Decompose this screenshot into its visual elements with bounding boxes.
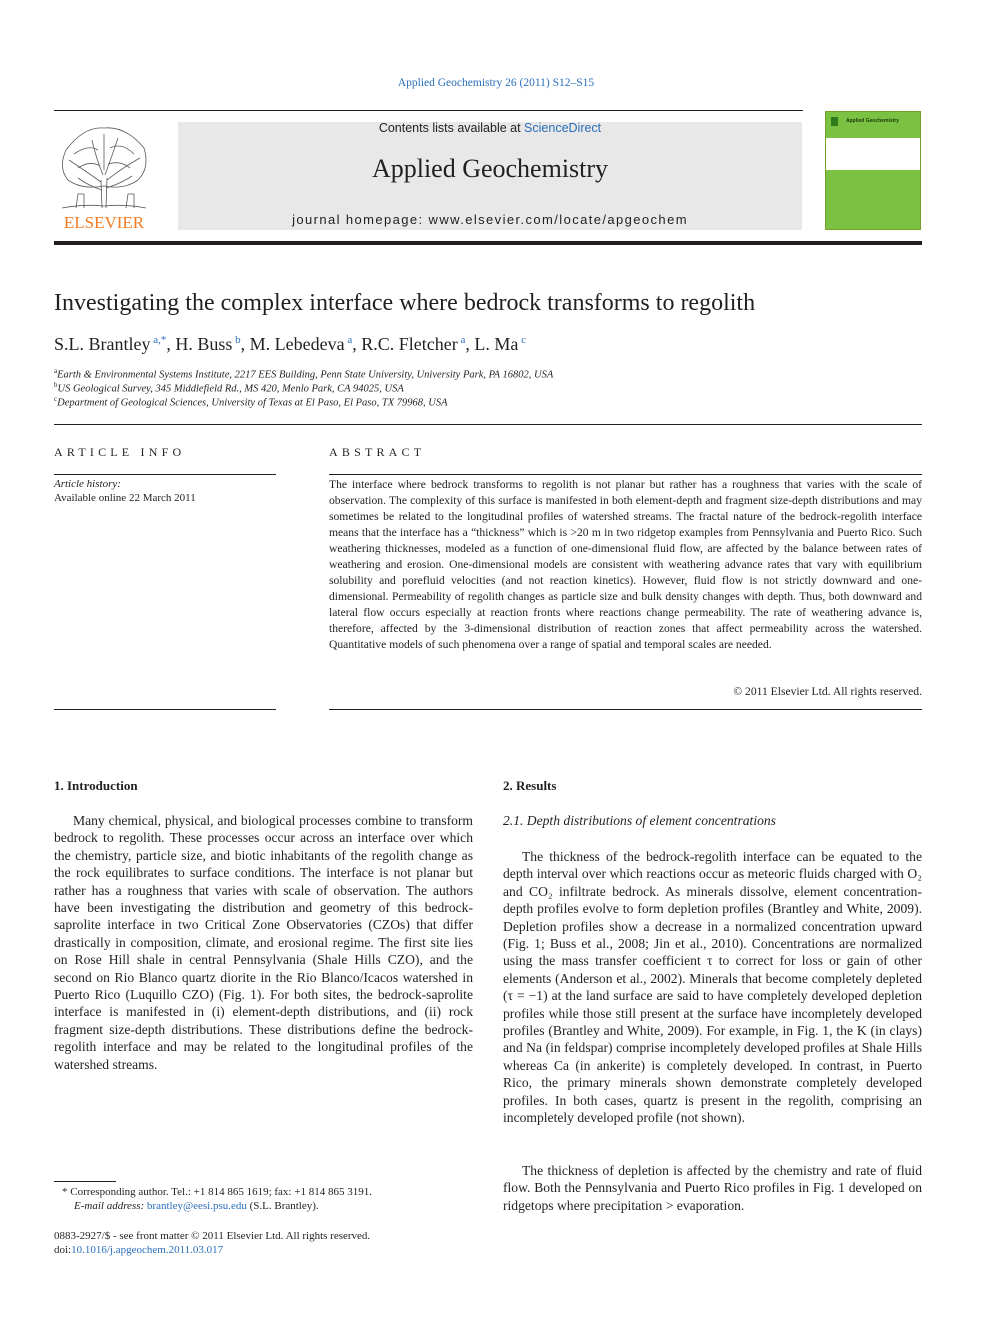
journal-homepage-link[interactable]: journal homepage: www.elsevier.com/locate/apgeochem — [292, 212, 688, 227]
doi-line — [54, 1244, 223, 1256]
article-history-label: Article history: — [54, 478, 121, 490]
email-link[interactable]: brantley@eesi.psu.edu — [146, 1200, 247, 1212]
footnote-rule — [54, 1181, 116, 1182]
corresponding-author-note: * Corresponding author. Tel.: +1 814 865 1619; fax: +1 814 865 3191. — [62, 1186, 372, 1198]
journal-title: Applied Geochemistry — [371, 154, 609, 183]
elsevier-wordmark: ELSEVIER — [63, 213, 145, 232]
affiliation-text: Earth & Environmental Systems Institute, 2217 EES Building, Penn State University, University Park, PA 16802, USA — [57, 369, 554, 381]
affiliation-a — [54, 367, 553, 381]
email-note — [74, 1200, 319, 1212]
author-separator: , — [166, 334, 176, 354]
affiliation-c — [54, 395, 448, 409]
article-title: Investigating the complex interface where bedrock transforms to regolith — [54, 290, 756, 316]
author-affiliation-link[interactable]: a — [457, 334, 466, 346]
doi-prefix: doi: — [54, 1244, 72, 1256]
section-heading-results: 2. Results — [503, 778, 557, 793]
results-paragraph-2: The thickness of depletion is affected by the chemistry and rate of fluid flow. Both the Pennsylvania and Puerto Rico profiles in Fig. 1 developed on ridgetops where precipitation > evaporation. — [503, 1163, 922, 1213]
elsevier-logo[interactable] — [54, 120, 154, 232]
article-info-rule-bottom — [54, 709, 276, 710]
abstract-rule-bottom — [329, 709, 922, 710]
author-separator: , — [465, 334, 475, 354]
introduction-paragraph: Many chemical, physical, and biological processes combine to transform bedrock to regolith. These processes occur across an interface over which the chemistry, particle size, and biotic inhabitants of the regolith change as the rock equilibrates to surface conditions. The interface is not planar but rather has a roughness that varies with scale of observation. The authors have been investigating the distribution and geometry of this bedrock-saprolite interface in two Critical Zone Observatories (CZOs) that differ drastically in composition, climate, and erosional regime. The first site lies on Rose Hill shale in central Pennsylvania (Shale Hills CZO), and the second on Rio Blanco quartz diorite in the Rio Blanco/Icacos watershed in Puerto Rico (Luquillo CZO) (Fig. 1). For both sites, the bedrock-saprolite interface is manifested in (i) element-depth distributions, and (ii) rock fragment size-depth distributions. These distributions define the bedrock-regolith interface and may be related to the longitudinal profiles of the watershed streams. — [54, 813, 473, 1072]
subsection-heading: 2.1. Depth distributions of element concentrations — [503, 813, 776, 828]
affiliation-mark: c — [54, 395, 58, 403]
front-matter-rule — [54, 424, 922, 425]
header-thick-rule — [54, 241, 922, 245]
cover-white-band — [826, 138, 920, 170]
author-separator: , — [240, 334, 250, 354]
front-matter-line: 0883-2927/$ - see front matter © 2011 Elsevier Ltd. All rights reserved. — [54, 1230, 371, 1242]
cover-logo-icon — [831, 117, 838, 126]
abstract-text: The interface where bedrock transforms to regolith is not planar but rather has a roughness that varies with the scale of observation. The complexity of this surface is manifested in both element-depth and fragment size-depth distributions and may sometimes be related to the longitudinal profiles of watershed streams. The fractal nature of the bedrock-regolith interface means that the interface has a “thickness” which is >20 m in two ridgetop examples from Pennsylvania and Puerto Rico. Such weathering thicknesses, modeled as a function of one-dimensional fluid flow, are affected by the balance between rates of weathering and erosion. One-dimensional models are consistent with weathering advance rates that vary with equilibrium solubility and porefluid velocities (and not reaction kinetics). However, fluid flow is not strictly downward and one-dimensional. Permeability of regolith changes as particle size and bulk density changes with depth. Thus, both downward and lateral flow occurs especially at reaction fronts where reactions change permeability. The rate of weathering advance is, therefore, affected by the 3-dimensional distribution of reaction zones that affect permeability across the watershed. Quantitative models of such phenomena over a range of spatial and temporal scales are needed. — [329, 478, 922, 651]
author-name: H. Buss — [175, 334, 233, 354]
abstract-heading: ABSTRACT — [329, 445, 426, 459]
author-affiliation-link[interactable]: a,* — [150, 334, 167, 346]
affiliation-b — [54, 381, 404, 395]
affiliation-text: US Geological Survey, 345 Middlefield Rd., MS 420, Menlo Park, CA 94025, USA — [57, 383, 404, 395]
affiliation-mark: a — [54, 367, 58, 375]
author-name: S.L. Brantley — [54, 334, 151, 354]
contents-line — [178, 121, 802, 135]
article-history-value: Available online 22 March 2011 — [54, 492, 196, 504]
elsevier-tree-icon — [54, 120, 154, 232]
author-name: L. Ma — [474, 334, 519, 354]
contents-prefix: Contents lists available at — [378, 121, 525, 135]
abstract-rule — [329, 474, 922, 475]
author-name: M. Lebedeva — [249, 334, 345, 354]
email-suffix: (S.L. Brantley). — [246, 1200, 319, 1212]
article-info-rule — [54, 474, 276, 475]
affiliation-text: Department of Geological Sciences, University of Texas at El Paso, El Paso, TX 79968, USA — [57, 397, 448, 409]
author-affiliation-link[interactable]: c — [518, 334, 527, 346]
journal-citation-link[interactable]: Applied Geochemistry 26 (2011) S12–S15 — [397, 77, 595, 89]
doi-link[interactable]: 10.1016/j.apgeochem.2011.03.017 — [71, 1244, 224, 1256]
affiliation-mark: b — [54, 381, 58, 389]
cover-title: Applied Geochemistry — [846, 118, 900, 124]
abstract-copyright: © 2011 Elsevier Ltd. All rights reserved. — [733, 685, 922, 698]
results-paragraph-1: The thickness of the bedrock-regolith interface can be equated to the depth interval over which reactions occur as meteoric fluids charged with O₂ and CO₂ infiltrate bedrock. As minerals dissolve, element concentration-depth profiles evolve to form depletion profiles (Brantley and White, 2009). Depletion profiles show a decrease in a normalized concentration upward (Fig. 1; Buss et al., 2008; Jin et al., 2010). Concentrations are normalized using the mass transfer coefficient τ to correct for loss or gain of other elements (Anderson et al., 2002). Minerals that become completely depleted (τ = −1) at the land surface are said to have completely developed depletion profiles while those still present at the surface have incompletely developed profiles (Brantley and White, 2009). For example, in Fig. 1, the K (in clays) and Na (in feldspar) comprise incompletely developed profiles at Shale Hills whereas Ca (in ankerite) is completely developed. In contrast, in Puerto Rico, the primary minerals shown demonstrate completely developed profiles. In both cases, quartz is present in the regolith, comprising an incompletely developed profile (not shown). — [503, 849, 922, 1126]
author-affiliation-link[interactable]: a — [344, 334, 353, 346]
email-label: E-mail address: — [74, 1200, 147, 1212]
author-list — [54, 334, 924, 355]
article-info-heading: ARTICLE INFO — [54, 445, 186, 459]
author-name: R.C. Fletcher — [361, 334, 458, 354]
header-rule — [54, 110, 803, 111]
author-affiliation-link[interactable]: b — [232, 334, 241, 346]
sciencedirect-link[interactable]: ScienceDirect — [524, 121, 602, 135]
section-heading-introduction: 1. Introduction — [54, 778, 138, 793]
author-separator: , — [352, 334, 362, 354]
journal-cover-thumbnail[interactable] — [825, 111, 921, 230]
